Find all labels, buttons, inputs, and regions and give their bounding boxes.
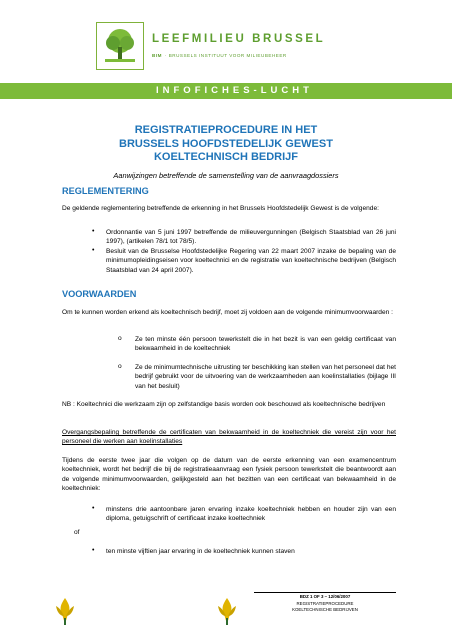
infofiches-banner xyxy=(0,83,452,99)
page-header xyxy=(0,0,452,106)
voorwaarden-intro: Om te kunnen worden erkend als koeltechnisch bedrijf, moet zij voldoen aan de volgende minimumvoorwaarden : xyxy=(62,309,393,316)
nb-note: NB : Koeltechnici die werkzaam zijn op zelfstandige basis worden ook beschouwd als koeltechnische bedrijven xyxy=(62,401,386,408)
brussels-environment-logo xyxy=(96,22,144,70)
list-item: Ze de minimumtechnische uitrusting ter beschikking kan stellen van het personeel dat het bedrijf gebruikt voor de uitvoering van de werkzaamheden aan koelinstallaties (bijlage III van het besluit) xyxy=(135,364,396,390)
bullet-icon: • xyxy=(92,247,95,254)
footer-page: BDZ 1 OF 3 – 12/06/2007 xyxy=(299,594,351,599)
list-item: Ordonnantie van 5 juni 1997 betreffende de milieuvergunningen (Belgisch Staatsblad van 26 juni 1997), (artikelen 78/1 tot 78/5). xyxy=(106,229,396,246)
iris-logo xyxy=(54,596,76,631)
list-item: minstens drie aantoonbare jaren ervaring inzake koeltechniek hebben en houder zijn van een diploma, getuigschrift of certificaat inzake koeltechniek xyxy=(106,506,396,523)
or-connector: of xyxy=(74,529,80,536)
bullet-icon: • xyxy=(92,505,95,512)
bullet-icon: • xyxy=(92,228,95,235)
transition-provision-heading: Overgangsbepaling betreffende de certificaten van bekwaamheid in de koeltechniek die vereist zijn voor het personeel die werken aan koelinstallaties xyxy=(62,429,396,446)
reglementering-intro: De geldende reglementering betreffende de erkenning in het Brussels Hoofdstedelijk Gewest is de volgende: xyxy=(62,205,379,212)
list-item: Besluit van de Brusselse Hoofdstedelijke Regering van 22 maart 2007 inzake de bepaling van de minimumopleidingseisen voor koeltechnici en de registratie van koeltechnische bedrijven (Belgisch Staatsblad van 24 april 2007). xyxy=(106,248,396,274)
banner-text: INFOFICHES-LUCHT xyxy=(156,85,313,96)
footer-line-3: KOELTECHNISCHE BEDRIJVEN xyxy=(292,607,358,612)
footer-divider xyxy=(254,592,396,593)
brand-subtitle: BIM · BRUSSELS INSTITUUT VOOR MILIEUBEHEER xyxy=(152,53,287,58)
bullet-o: o xyxy=(118,363,122,370)
bullet-o: o xyxy=(118,335,122,342)
document-title: REGISTRATIEPROCEDURE IN HET BRUSSELS HOOFDSTEDELIJK GEWEST KOELTECHNISCH BEDRIJF xyxy=(119,124,333,163)
section-heading-voorwaarden: VOORWAARDEN xyxy=(62,289,137,299)
list-item: Ze ten minste één persoon tewerkstelt die in het bezit is van een geldig certificaat van bekwaamheid in de koeltechniek xyxy=(135,336,396,353)
brand-name: LEEFMILIEU BRUSSEL xyxy=(152,33,326,45)
footer-line-2: REGISTRATIEPROCEDURE xyxy=(296,601,354,606)
section-heading-reglementering: REGLEMENTERING xyxy=(62,186,149,196)
transition-paragraph: Tijdens de eerste twee jaar die volgen op de datum van de eerste erkenning van een examencentrum koeltechniek, wordt het bedrijf die bij de registratieaanvraag een fysiek persoon tewerkstelt die beantwoordt aan de volgende minimumvoorwaarden, gelijkgesteld aan het bezitten van een certificaat van bekwaamheid in de koeltechniek: xyxy=(62,457,396,492)
bullet-icon: • xyxy=(92,547,95,554)
document-subtitle: Aanwijzingen betreffende de samenstelling van de aanvraagdossiers xyxy=(113,171,339,180)
iris-logo xyxy=(216,596,238,631)
list-item: ten minste vijftien jaar ervaring in de koeltechniek kunnen staven xyxy=(106,548,295,555)
